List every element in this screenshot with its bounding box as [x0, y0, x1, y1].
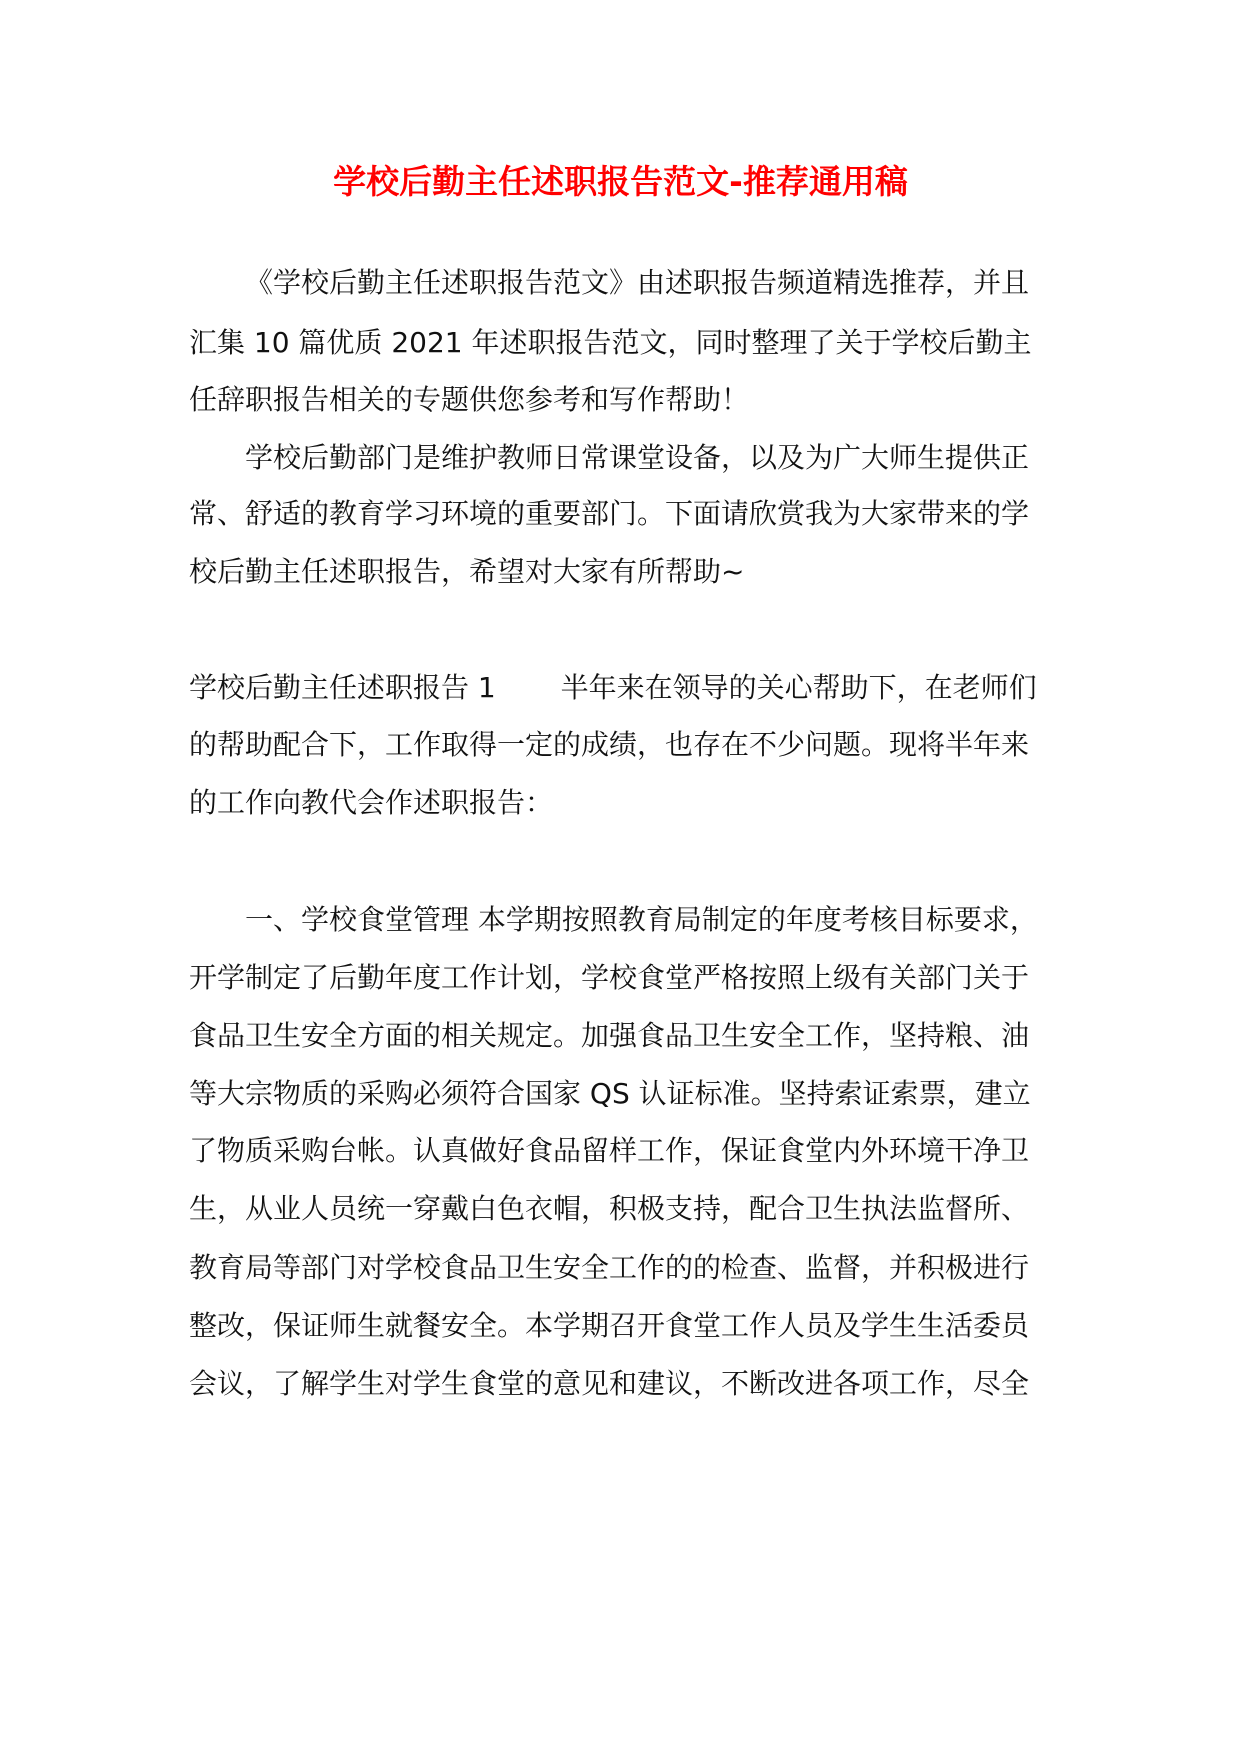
paragraph-3-line-1: 学校后勤主任述职报告 1 半年来在领导的关心帮助下，在老师们 — [189, 671, 1037, 704]
paragraph-4-line-8: 整改，保证师生就餐安全。本学期召开食堂工作人员及学生生活委员 — [189, 1309, 1030, 1342]
paragraph-1-line-2: 汇集 10 篇优质 2021 年述职报告范文，同时整理了关于学校后勤主 — [189, 326, 1032, 359]
paragraph-4-line-4: 等大宗物质的采购必须符合国家 QS 认证标准。坚持索证索票，建立 — [189, 1077, 1031, 1110]
paragraph-4-line-2: 开学制定了后勤年度工作计划，学校食堂严格按照上级有关部门关于 — [189, 961, 1030, 994]
document-title: 学校后勤主任述职报告范文-推荐通用稿 — [333, 162, 908, 201]
paragraph-1-line-3: 任辞职报告相关的专题供您参考和写作帮助！ — [189, 383, 750, 416]
paragraph-2-line-2: 常、舒适的教育学习环境的重要部门。下面请欣赏我为大家带来的学 — [189, 497, 1030, 530]
paragraph-4-line-7: 教育局等部门对学校食品卫生安全工作的的检查、监督，并积极进行 — [189, 1251, 1030, 1284]
paragraph-4-line-3: 食品卫生安全方面的相关规定。加强食品卫生安全工作，坚持粮、油 — [189, 1019, 1030, 1052]
paragraph-4-line-6: 生，从业人员统一穿戴白色衣帽，积极支持，配合卫生执法监督所、 — [189, 1192, 1030, 1225]
paragraph-4-line-9: 会议，了解学生对学生食堂的意见和建议，不断改进各项工作，尽全 — [189, 1367, 1030, 1400]
paragraph-4-line-5: 了物质采购台帐。认真做好食品留样工作，保证食堂内外环境干净卫 — [189, 1134, 1030, 1167]
paragraph-4-line-1: 一、学校食堂管理 本学期按照教育局制定的年度考核目标要求， — [245, 903, 1038, 936]
paragraph-1-line-1: 《学校后勤主任述职报告范文》由述职报告频道精选推荐，并且 — [245, 266, 1030, 299]
paragraph-3-line-3: 的工作向教代会作述职报告： — [189, 786, 554, 819]
paragraph-3-line-2: 的帮助配合下，工作取得一定的成绩，也存在不少问题。现将半年来 — [189, 728, 1030, 761]
paragraph-2-line-1: 学校后勤部门是维护教师日常课堂设备，以及为广大师生提供正 — [245, 441, 1030, 474]
paragraph-2-line-3: 校后勤主任述职报告，希望对大家有所帮助~ — [189, 555, 745, 588]
